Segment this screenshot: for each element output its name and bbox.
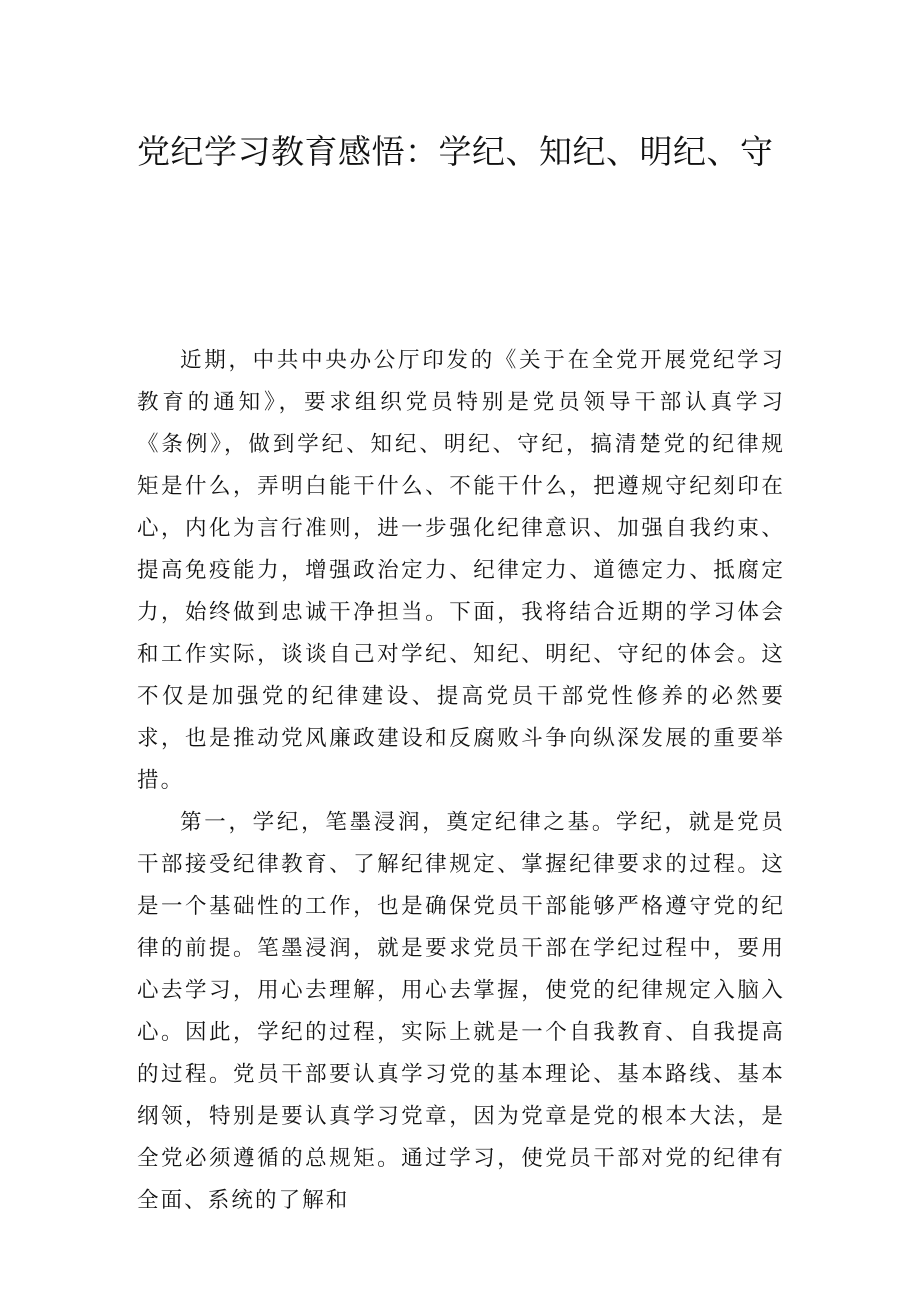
paragraph-1: 近期，中共中央办公厅印发的《关于在全党开展党纪学习教育的通知》，要求组织党员特别是党员领导干部认真学习《条例》，做到学纪、知纪、明纪、守纪，搞清楚党的纪律规矩是什么，弄明白能干什么、不能干什么，把遵规守纪刻印在心，内化为言行准则，进一步强化纪律意识、加强自我约束、提高免疫能力，增强政治定力、纪律定力、道德定力、抵腐定力，始终做到忠诚干净担当。下面，我将结合近期的学习体会和工作实际，谈谈自己对学纪、知纪、明纪、守纪的体会。这不仅是加强党的纪律建设、提高党员干部党性修养的必然要求，也是推动党风廉政建设和反腐败斗争向纵深发展的重要举措。 (137, 348, 785, 793)
document-title: 党纪学习教育感悟：学纪、知纪、明纪、守 (137, 132, 774, 171)
paragraph-2: 第一，学纪，笔墨浸润，奠定纪律之基。学纪，就是党员干部接受纪律教育、了解纪律规定、掌握纪律要求的过程。这是一个基础性的工作，也是确保党员干部能够严格遵守党的纪律的前提。笔墨浸润，就是要求党员干部在学纪过程中，要用心去学习，用心去理解，用心去掌握，使党的纪律规定入脑入心。因此，学纪的过程，实际上就是一个自我教育、自我提高的过程。党员干部要认真学习党的基本理论、基本路线、基本纲领，特别是要认真学习党章，因为党章是党的根本大法，是全党必须遵循的总规矩。通过学习，使党员干部对党的纪律有全面、系统的了解和 (137, 810, 785, 1213)
document-body (137, 340, 785, 1222)
